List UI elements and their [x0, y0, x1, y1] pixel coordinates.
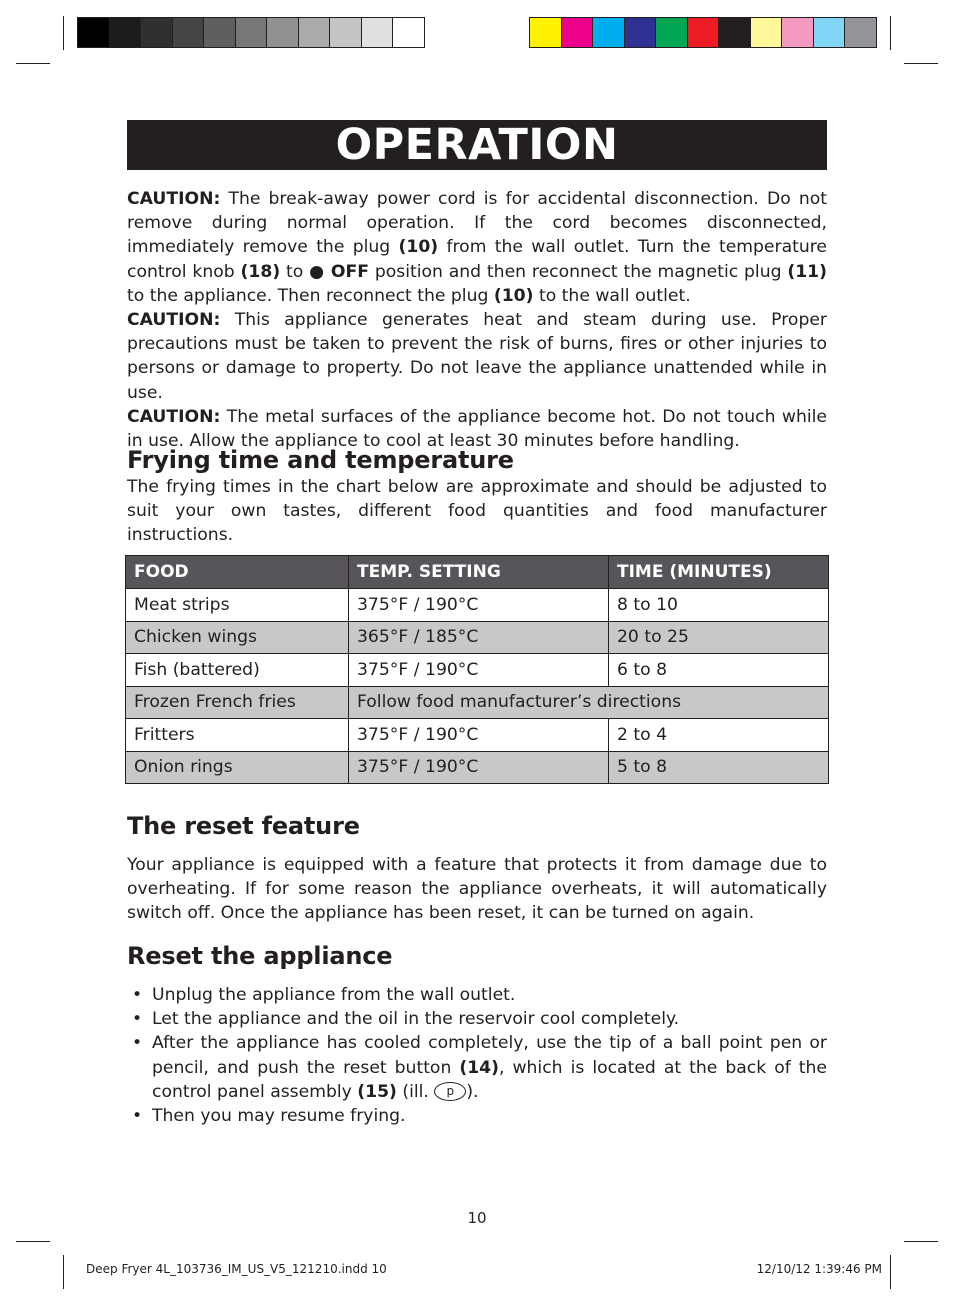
list-item: • Then you may resume frying. — [127, 1104, 827, 1128]
gray-swatch — [393, 18, 424, 47]
process-swatch — [688, 18, 720, 47]
crop-mark — [63, 1255, 64, 1289]
gray-swatch — [141, 18, 173, 47]
cell-time: 8 to 10 — [609, 589, 829, 622]
table-row — [126, 686, 829, 719]
reset-feature-heading: The reset feature — [127, 812, 360, 840]
crop-mark — [904, 63, 938, 64]
table-header-row — [126, 556, 829, 589]
cell-temp: 375°F / 190°C — [349, 589, 609, 622]
gray-swatch — [267, 18, 299, 47]
cell-time: 6 to 8 — [609, 654, 829, 687]
gray-swatch — [173, 18, 205, 47]
process-swatch — [625, 18, 657, 47]
frying-intro: The frying times in the chart below are approximate and should be adjusted to suit your own tastes, different food quantities and food manufacturer instructions. — [127, 477, 827, 546]
caution-heat: CAUTION: This appliance generates heat and steam during use. Proper precautions must be taken to prevent the risk of burns, fires or other injuries to persons or damage to property. Do not leave the appliance unattended while in use. — [127, 310, 827, 403]
cell-merged-note: Follow food manufacturer’s directions — [349, 686, 829, 719]
footer-filename: Deep Fryer 4L_103736_IM_US_V5_121210.indd 10 — [86, 1262, 387, 1276]
process-swatch — [814, 18, 846, 47]
crop-mark — [16, 63, 50, 64]
table-row — [126, 751, 829, 784]
column-header-food: FOOD — [126, 556, 349, 589]
grayscale-color-bar — [77, 17, 425, 48]
crop-mark — [890, 16, 891, 50]
process-swatch — [782, 18, 814, 47]
reset-feature-text: Your appliance is equipped with a feature that protects it from damage due to overheating. If for some reason the appliance overheats, it will automatically switch off. Once the appliance has been reset, it can be turned on again. — [127, 855, 827, 924]
cell-food: Fritters — [126, 719, 349, 752]
cell-food: Frozen French fries — [126, 686, 349, 719]
reset-appliance-heading: Reset the appliance — [127, 942, 393, 970]
crop-mark — [16, 1241, 50, 1242]
process-swatch — [656, 18, 688, 47]
cell-temp: 365°F / 185°C — [349, 621, 609, 654]
column-header-time: TIME (MINUTES) — [609, 556, 829, 589]
gray-swatch — [362, 18, 394, 47]
gray-swatch — [78, 18, 110, 47]
bullet-icon: • — [132, 985, 143, 1005]
cell-time: 2 to 4 — [609, 719, 829, 752]
gray-swatch — [330, 18, 362, 47]
cell-time: 5 to 8 — [609, 751, 829, 784]
process-swatch — [719, 18, 751, 47]
crop-mark — [904, 1241, 938, 1242]
gray-swatch — [299, 18, 331, 47]
caution-metal: CAUTION: The metal surfaces of the appliance become hot. Do not touch while in use. Allow the appliance to cool at least 30 minutes before handling. — [127, 406, 827, 452]
process-swatch — [530, 18, 562, 47]
frying-chart-table — [125, 555, 829, 784]
cell-temp: 375°F / 190°C — [349, 654, 609, 687]
frying-heading: Frying time and temperature — [127, 446, 514, 474]
page-number: 10 — [467, 1209, 487, 1227]
process-color-bar — [529, 17, 877, 48]
footer-timestamp: 12/10/12 1:39:46 PM — [756, 1262, 882, 1276]
cell-food: Fish (battered) — [126, 654, 349, 687]
page-title: OPERATION — [127, 120, 827, 170]
gray-swatch — [236, 18, 268, 47]
cell-temp: 375°F / 190°C — [349, 719, 609, 752]
cell-temp: 375°F / 190°C — [349, 751, 609, 784]
list-item: • After the appliance has cooled completely, use the tip of a ball point pen or pencil, and push the reset button (14), which is located at the back of the control panel assembly (15) (ill. p ). — [132, 1033, 827, 1102]
caution-cord: CAUTION: The break-away power cord is for accidental disconnection. Do not remove during normal operation. If the cord becomes disconnected, immediately remove the plug (10) from the wall outlet. Turn the temperature control knob (18) to ● OFF position and then reconnect the magnetic plug (11) to the appliance. Then reconnect the plug (10) to the wall outlet. — [127, 189, 827, 306]
crop-mark — [890, 1255, 891, 1289]
process-swatch — [593, 18, 625, 47]
list-item: • Unplug the appliance from the wall outlet. — [127, 983, 827, 1007]
table-row — [126, 719, 829, 752]
caution-section — [127, 187, 827, 453]
bullet-icon: • — [132, 1033, 143, 1054]
cell-food: Meat strips — [126, 589, 349, 622]
gray-swatch — [204, 18, 236, 47]
cell-time: 20 to 25 — [609, 621, 829, 654]
process-swatch — [845, 18, 876, 47]
column-header-temp: TEMP. SETTING — [349, 556, 609, 589]
off-position-label: ● OFF — [309, 261, 369, 282]
gray-swatch — [110, 18, 142, 47]
process-swatch — [751, 18, 783, 47]
crop-mark — [63, 16, 64, 50]
bullet-icon: • — [132, 1009, 143, 1030]
process-swatch — [562, 18, 594, 47]
bullet-icon: • — [132, 1106, 143, 1127]
cell-food: Onion rings — [126, 751, 349, 784]
illustration-reference-icon: p — [434, 1082, 466, 1101]
cell-food: Chicken wings — [126, 621, 349, 654]
reset-steps-list — [127, 983, 827, 1128]
list-item: • Let the appliance and the oil in the reservoir cool completely. — [127, 1007, 827, 1031]
table-row — [126, 654, 829, 687]
table-row — [126, 621, 829, 654]
table-row — [126, 589, 829, 622]
